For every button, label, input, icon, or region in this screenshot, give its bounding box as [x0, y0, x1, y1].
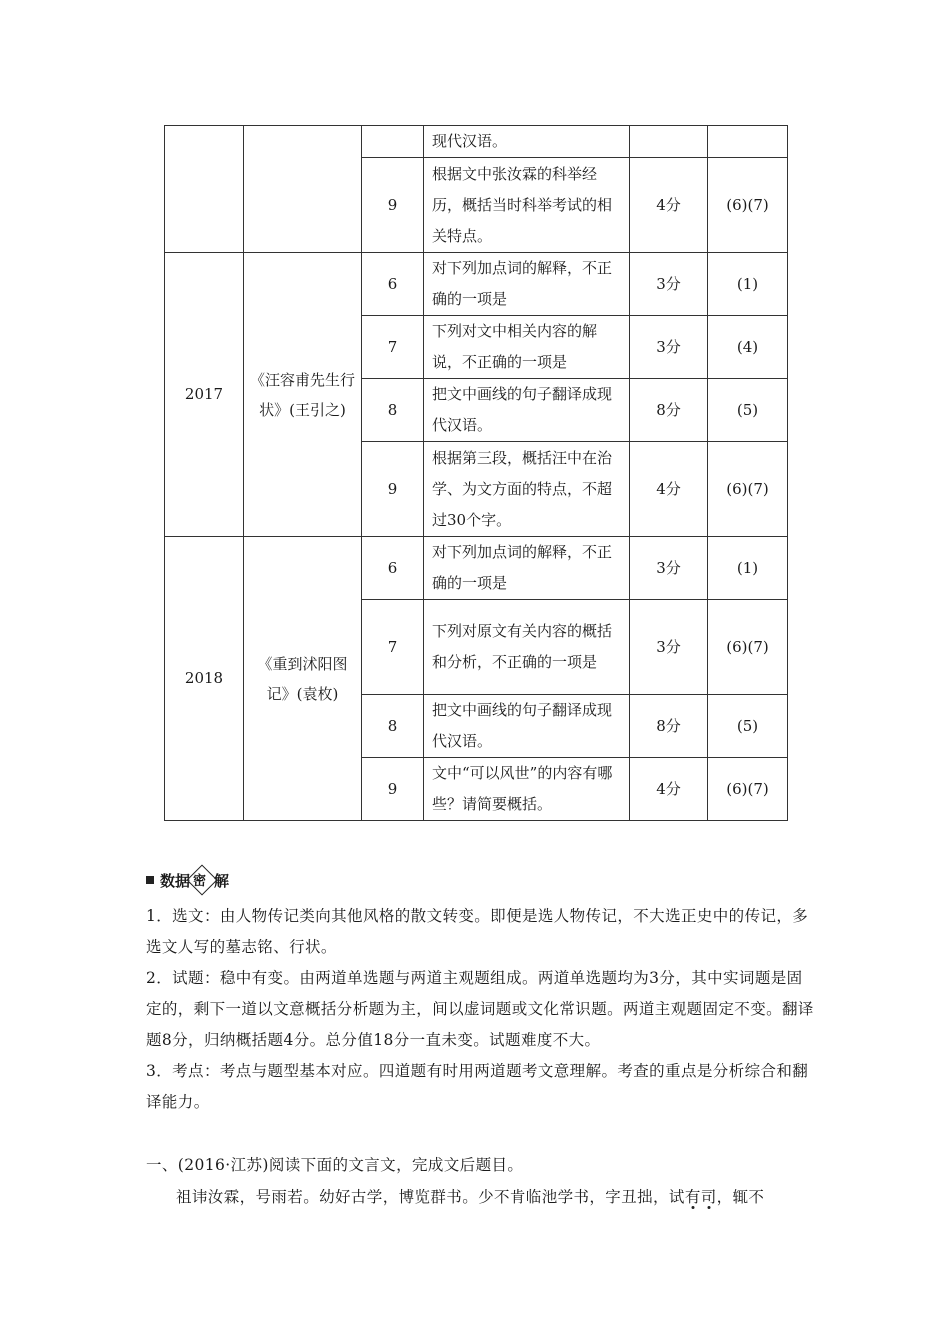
table-row [165, 126, 788, 158]
score-cell [630, 126, 708, 158]
question-number-cell: 9 [362, 758, 424, 821]
point-cell: (4) [708, 316, 788, 379]
section-title-post: 解 [214, 871, 230, 890]
score-cell: 4分 [630, 158, 708, 253]
text-cell: 《重到沭阳图记》(袁枚) [244, 537, 362, 821]
score-cell: 4分 [630, 758, 708, 821]
point-cell: (1) [708, 537, 788, 600]
diamond-badge-icon [186, 864, 217, 895]
question-number-cell: 8 [362, 695, 424, 758]
dotted-char: 司 [700, 1188, 717, 1206]
year-cell: 2018 [165, 537, 244, 821]
question-desc-cell: 下列对文中相关内容的解说，不正确的一项是 [424, 316, 630, 379]
exercise-heading: 一、(2016·江苏)阅读下面的文言文，完成文后题目。 [146, 1156, 524, 1174]
score-cell: 8分 [630, 379, 708, 442]
exam-analysis-table [164, 125, 788, 821]
question-desc-cell: 对下列加点词的解释，不正确的一项是 [424, 537, 630, 600]
section-heading [146, 869, 229, 891]
score-cell: 4分 [630, 442, 708, 537]
table-row [165, 537, 788, 600]
square-bullet-icon [146, 876, 154, 884]
score-cell: 3分 [630, 253, 708, 316]
point-cell [708, 126, 788, 158]
question-desc-cell: 文中“可以风世”的内容有哪些？请简要概括。 [424, 758, 630, 821]
question-number-cell [362, 126, 424, 158]
point-cell: (6)(7) [708, 758, 788, 821]
section-title-pre: 数据 [160, 871, 191, 890]
question-number-cell: 9 [362, 158, 424, 253]
question-desc-cell: 下列对原文有关内容的概括和分析，不正确的一项是 [424, 600, 630, 695]
dotted-char: 有 [684, 1188, 701, 1206]
table-row [165, 253, 788, 316]
year-cell [165, 126, 244, 253]
paragraph-exam-points: 3．考点：考点与题型基本对应。四道题有时用两道题考文意理解。考查的重点是分析综合和翻译能力。 [146, 1062, 809, 1111]
score-cell: 3分 [630, 600, 708, 695]
score-cell: 8分 [630, 695, 708, 758]
score-cell: 3分 [630, 537, 708, 600]
question-number-cell: 7 [362, 316, 424, 379]
question-desc-cell: 把文中画线的句子翻译成现代汉语。 [424, 379, 630, 442]
point-cell: (5) [708, 379, 788, 442]
question-number-cell: 8 [362, 379, 424, 442]
question-desc-cell: 对下列加点词的解释，不正确的一项是 [424, 253, 630, 316]
question-number-cell: 6 [362, 537, 424, 600]
question-desc-cell: 把文中画线的句子翻译成现代汉语。 [424, 695, 630, 758]
score-cell: 3分 [630, 316, 708, 379]
text-cell: 《汪容甫先生行状》(王引之) [244, 253, 362, 537]
section-title-badge: 密 [193, 874, 207, 890]
question-number-cell: 9 [362, 442, 424, 537]
passage-main: 祖讳汝霖，号雨若。幼好古学，博览群书。少不肯临池学书，字丑拙，试 [176, 1188, 685, 1206]
point-cell: (6)(7) [708, 442, 788, 537]
question-desc-cell: 根据文中张汝霖的科举经历，概括当时科举考试的相关特点。 [424, 158, 630, 253]
point-cell: (6)(7) [708, 158, 788, 253]
question-desc-cell: 现代汉语。 [424, 126, 630, 158]
question-desc-cell: 根据第三段，概括汪中在治学、为文方面的特点，不超过30个字。 [424, 442, 630, 537]
point-cell: (6)(7) [708, 600, 788, 695]
paragraph-selection: 1．选文：由人物传记类向其他风格的散文转变。即便是选人物传记，不大选正史中的传记，多选文人写的墓志铭、行状。 [146, 907, 809, 956]
question-number-cell: 7 [362, 600, 424, 695]
paragraph-questions: 2．试题：稳中有变。由两道单选题与两道主观题组成。两道单选题均为3分，其中实词题是固定的，剩下一道以文意概括分析题为主，间以虚词题或文化常识题。两道主观题固定不变。翻译题8分，归纳概括题4分。总分值18分一直未变。试题难度不大。 [146, 969, 814, 1049]
year-cell: 2017 [165, 253, 244, 537]
point-cell: (1) [708, 253, 788, 316]
text-cell [244, 126, 362, 253]
passage-text [146, 1182, 814, 1213]
point-cell: (5) [708, 695, 788, 758]
passage-end: ，辄不 [716, 1188, 765, 1206]
question-number-cell: 6 [362, 253, 424, 316]
